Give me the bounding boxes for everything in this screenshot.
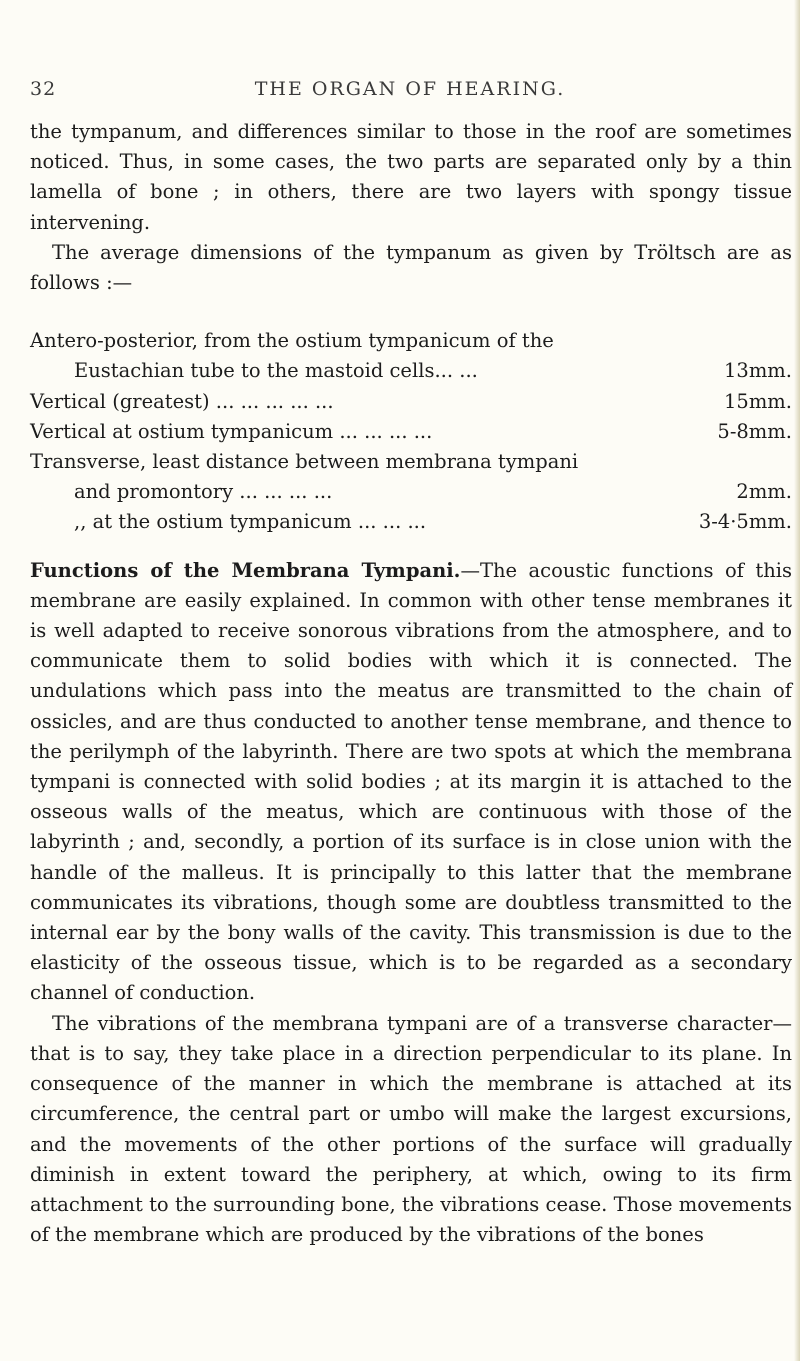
dimension-label: Transverse, least distance between membrana tympani	[30, 450, 579, 474]
dimension-row	[30, 447, 792, 477]
dimension-row	[30, 477, 792, 507]
dimension-value	[662, 447, 792, 477]
dimension-label: Vertical at ostium tympanicum ... ... ... ...	[30, 419, 433, 443]
dimension-value	[662, 326, 792, 356]
dimension-row	[30, 356, 792, 386]
dimension-value: 3-4·5mm.	[698, 510, 792, 534]
functions-paragraph	[30, 556, 792, 1009]
dimension-value: 13mm.	[724, 359, 792, 383]
dimensions-intro: The average dimensions of the tympanum as given by Tröltsch are as follows :—	[30, 240, 792, 295]
dimension-label: Eustachian tube to the mastoid cells... ...	[74, 359, 478, 383]
dimension-value: 2mm.	[736, 480, 792, 504]
dimension-row	[30, 417, 792, 447]
functions-text: —The acoustic functions of this membrane are easily explained. In common with other tense membranes it is well adapted to receive sonorous vibrations from the atmosphere, and to communicate them to solid bodies with which it is connected. The undulations which pass into the meatus are transmitted to the chain of ossicles, and are thus conducted to another tense membrane, and thence to the perilymph of the labyrinth. There are two spots at which the membrana tympani is connected with solid bodies ; at its margin it is attached to the osseous walls of the meatus, which are continuous with those of the labyrinth ; and, secondly, a portion of its surface is in close union with the handle of the malleus. It is principally to this latter that the membrane communicates its vibrations, though some are doubtless transmitted to the internal ear by the bony walls of the cavity. This transmission is due to the elasticity of the osseous tissue, which is to be regarded as a secondary channel of conduction.	[30, 558, 792, 1005]
section-title: Functions of the Membrana Tympani.	[30, 558, 461, 582]
running-head: THE ORGAN OF HEARING.	[254, 78, 566, 100]
dimension-row	[30, 326, 792, 356]
dimension-row	[30, 507, 792, 537]
page-body	[30, 117, 792, 1250]
dimension-label: Vertical (greatest) ... ... ... ... ...	[30, 389, 334, 413]
dimension-label: ,, at the ostium tympanicum ... ... ...	[74, 510, 427, 534]
page-header	[30, 78, 790, 102]
intro-paragraph: the tympanum, and differences similar to those in the roof are sometimes noticed. Thus, in some cases, the two parts are separated only by a thin lamella of bone ; in others, there are two layers with spongy tissue intervening.	[30, 120, 792, 234]
dimension-row	[30, 387, 792, 417]
page-edge-shadow	[794, 0, 800, 1361]
dimension-value: 5-8mm.	[717, 419, 792, 443]
dimension-label: and promontory ... ... ... ...	[74, 480, 333, 504]
vibrations-paragraph: The vibrations of the membrana tympani are of a transverse character—that is to say, they take place in a direction perpendicular to its plane. In consequence of the manner in which the membrane is attached at its circumference, the central part or umbo will make the largest excursions, and the movements of the other portions of the surface will gradually diminish in extent toward the periphery, at which, owing to its firm attachment to the surrounding bone, the vibrations cease. Those movements of the membrane which are produced by the vibrations of the bones	[30, 1011, 792, 1247]
page-number: 32	[30, 78, 57, 100]
dimension-value: 15mm.	[724, 389, 792, 413]
dimensions-table	[30, 326, 792, 537]
dimension-label: Antero-posterior, from the ostium tympanicum of the	[30, 329, 554, 353]
